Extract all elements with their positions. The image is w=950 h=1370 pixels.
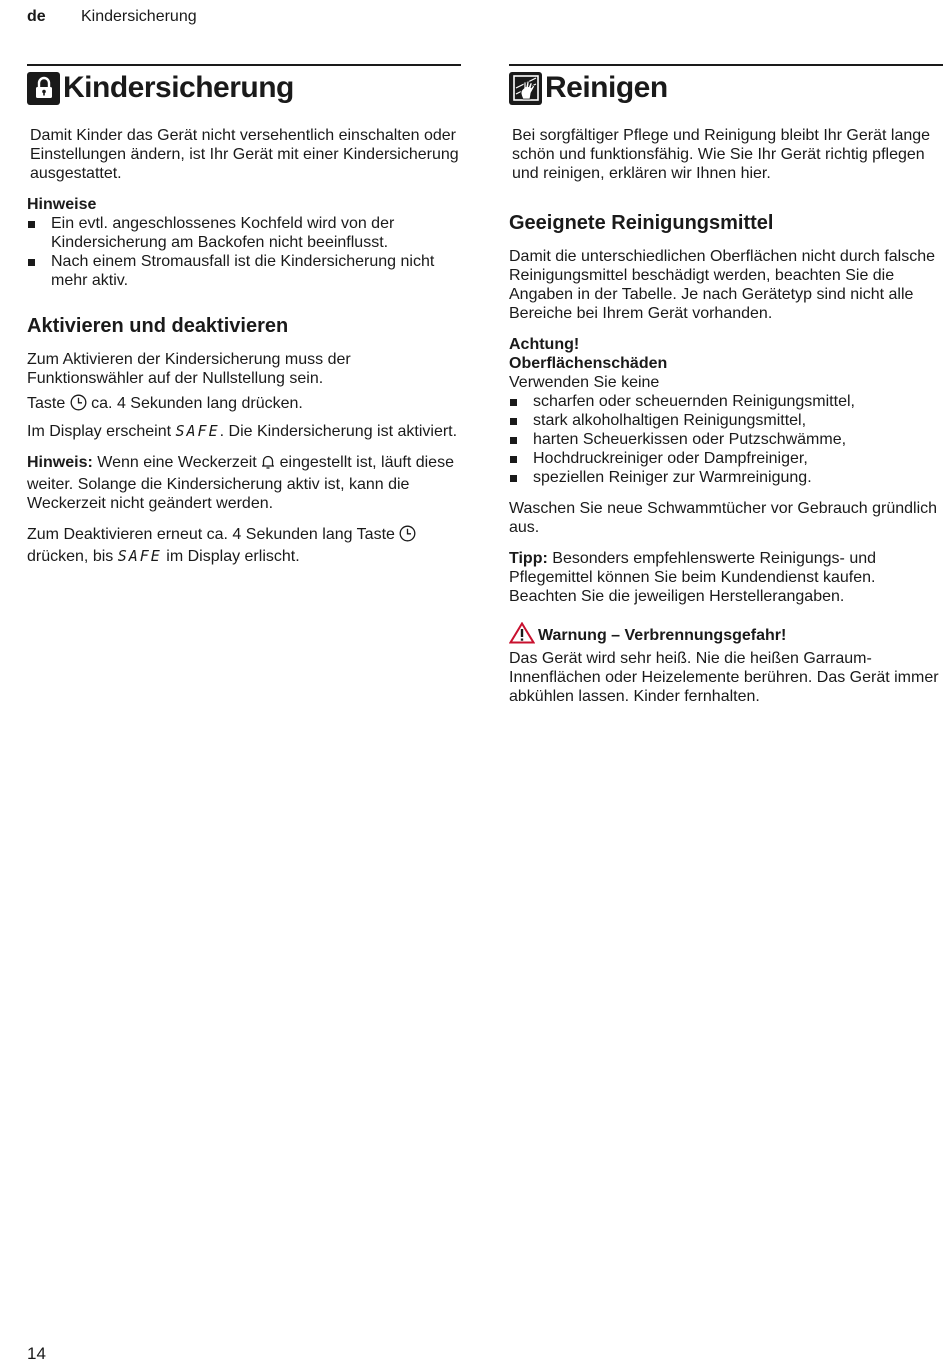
bell-icon <box>261 453 275 475</box>
caution-label: Achtung! <box>509 336 580 353</box>
list-item: stark alkoholhaltigen Reinigungsmittel, <box>509 411 943 430</box>
clock-icon <box>70 394 87 416</box>
caution-lead: Verwenden Sie keine <box>509 374 660 391</box>
display-paragraph: Im Display erscheint SAFE. Die Kindersicherung ist aktiviert. <box>27 422 458 440</box>
section-title: Kindersicherung <box>63 71 294 104</box>
list-item: speziellen Reiniger zur Warmreinigung. <box>509 468 943 487</box>
section-title-row <box>27 64 461 106</box>
list-item: Ein evtl. angeschlossenes Kochfeld wird von der Kindersicherung am Backofen nicht beeinflusst. <box>27 214 461 252</box>
page-header <box>27 8 197 26</box>
section-title: Reinigen <box>545 71 668 104</box>
hint-label: Hinweis: <box>27 454 93 471</box>
intro-paragraph: Damit Kinder das Gerät nicht versehentlich einschalten oder Einstellungen ändern, ist Ihr Gerät mit einer Kindersicherung ausgestattet. <box>30 127 459 182</box>
clock-icon <box>399 525 416 547</box>
notes-list <box>27 214 461 290</box>
press-key-paragraph: Taste ca. 4 Sekunden lang drücken. <box>27 394 461 416</box>
section-title-row <box>509 64 943 106</box>
padlock-icon <box>27 72 60 105</box>
child-lock-section <box>27 64 461 566</box>
page-number: 14 <box>27 1344 46 1363</box>
caution-title: Oberflächenschäden <box>509 355 668 372</box>
warning-text: Das Gerät wird sehr heiß. Nie die heißen Garraum-Innenflächen oder Heizelemente berühren. Das Gerät immer abkühlen lassen. Kinder fernhalten. <box>509 650 939 705</box>
hint-paragraph: Hinweis: Wenn eine Weckerzeit eingestellt ist, läuft diese weiter. Solange die Kindersicherung aktiv ist, kann die Weckerzeit nicht geändert werden. <box>27 454 454 512</box>
subheading-activate: Aktivieren und deaktivieren <box>27 315 289 337</box>
cleaning-section <box>509 64 943 706</box>
warning-heading: Warnung – Verbrennungsgefahr! <box>509 622 943 649</box>
display-safe-text: SAFE <box>175 422 220 440</box>
language-code: de <box>27 8 46 25</box>
tip-paragraph: Tipp: Besonders empfehlenswerte Reinigungs- und Pflegemittel können Sie beim Kundendienst kaufen. Beachten Sie die jeweiligen Herstellerangaben. <box>509 550 877 605</box>
notes-heading: Hinweise <box>27 196 97 213</box>
display-safe-text: SAFE <box>117 547 162 565</box>
activate-paragraph: Zum Aktivieren der Kindersicherung muss der Funktionswähler auf der Nullstellung sein. <box>27 351 351 387</box>
list-item: harten Scheuerkissen oder Putzschwämme, <box>509 430 943 449</box>
list-item: Nach einem Stromausfall ist die Kindersicherung nicht mehr aktiv. <box>27 252 461 290</box>
sponge-paragraph: Waschen Sie neue Schwammtücher vor Gebrauch gründlich aus. <box>509 500 938 536</box>
warning-triangle-icon <box>509 622 535 649</box>
list-item: scharfen oder scheuernden Reinigungsmittel, <box>509 392 943 411</box>
caution-list <box>509 392 943 487</box>
cleaning-agents-paragraph: Damit die unterschiedlichen Oberflächen nicht durch falsche Reinigungsmittel beschädigt werden, beachten Sie die Angaben in der Tabelle. Je nach Gerätetyp sind nicht alle Bereiche bei Ihrem Gerät vorhanden. <box>509 248 936 322</box>
header-section-title: Kindersicherung <box>81 8 197 25</box>
subheading-cleaning-agents: Geeignete Reinigungsmittel <box>509 212 774 234</box>
cleaning-hand-icon <box>509 72 542 105</box>
tip-label: Tipp: <box>509 550 548 567</box>
intro-paragraph: Bei sorgfältiger Pflege und Reinigung bleibt Ihr Gerät lange schön und funktionsfähig. Wie Sie Ihr Gerät richtig pflegen und reinigen, erklären wir Ihnen hier. <box>512 127 931 182</box>
list-item: Hochdruckreiniger oder Dampfreiniger, <box>509 449 943 468</box>
deactivate-paragraph: Zum Deaktivieren erneut ca. 4 Sekunden lang Taste drücken, bis SAFE im Display erlischt. <box>27 525 461 566</box>
